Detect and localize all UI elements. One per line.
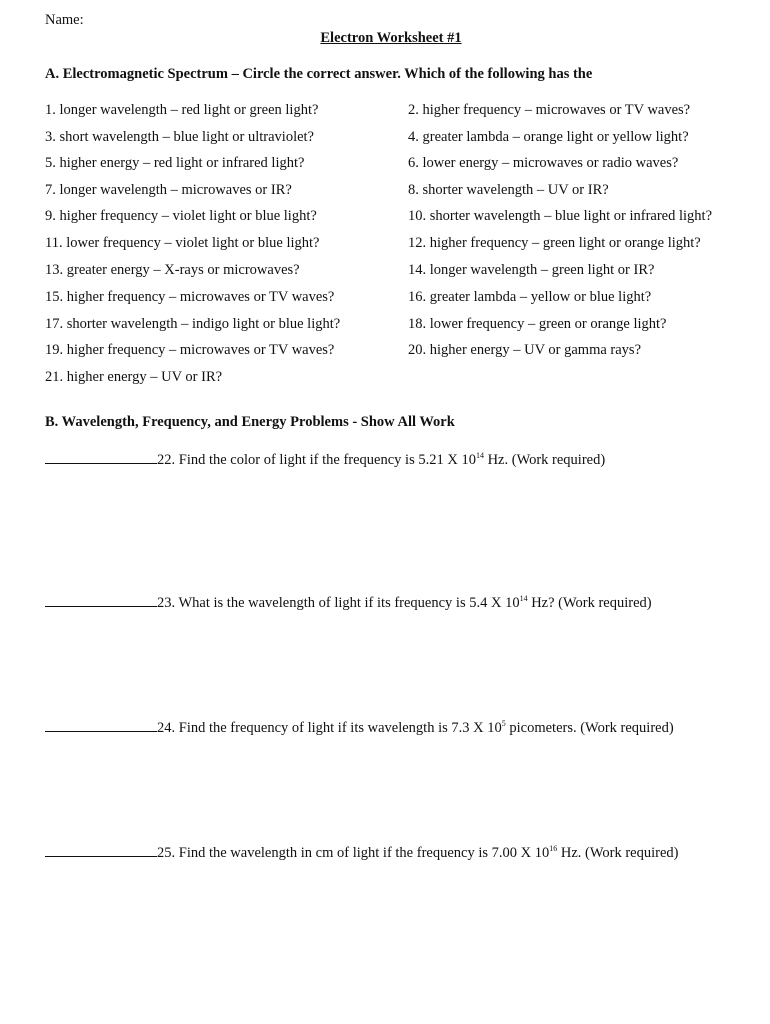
problem-22-suffix: Hz. (Work required) — [483, 452, 606, 468]
question-3: 3. short wavelength – blue light or ultraviolet? — [45, 129, 314, 145]
problem-25 — [45, 843, 678, 862]
problem-22-text: 22. Find the color of light if the frequency is 5.21 X 10 — [157, 452, 476, 468]
answer-blank-22[interactable] — [45, 450, 157, 464]
problem-24-text: 24. Find the frequency of light if its wavelength is 7.3 X 10 — [157, 720, 502, 736]
problem-23-text: 23. What is the wavelength of light if its frequency is 5.4 X 10 — [157, 595, 520, 611]
question-4: 4. greater lambda – orange light or yellow light? — [408, 129, 689, 145]
question-1: 1. longer wavelength – red light or green light? — [45, 102, 319, 118]
problem-24-exponent: 5 — [501, 719, 506, 728]
section-b-heading: B. Wavelength, Frequency, and Energy Problems - Show All Work — [45, 414, 455, 430]
question-10: 10. shorter wavelength – blue light or infrared light? — [408, 208, 713, 224]
question-2: 2. higher frequency – microwaves or TV waves? — [408, 102, 691, 118]
answer-blank-24[interactable] — [45, 718, 157, 732]
question-16: 16. greater lambda – yellow or blue light? — [408, 289, 652, 305]
question-7: 7. longer wavelength – microwaves or IR? — [45, 182, 292, 198]
name-label: Name: — [45, 12, 84, 28]
question-11: 11. lower frequency – violet light or blue light? — [45, 235, 320, 251]
question-19: 19. higher frequency – microwaves or TV waves? — [45, 342, 335, 358]
problem-25-exponent: 16 — [549, 844, 558, 853]
problem-24 — [45, 718, 674, 737]
problem-25-suffix: Hz. (Work required) — [557, 845, 679, 861]
question-13: 13. greater energy – X-rays or microwaves? — [45, 262, 300, 278]
question-12: 12. higher frequency – green light or orange light? — [408, 235, 701, 251]
answer-blank-25[interactable] — [45, 843, 157, 857]
question-14: 14. longer wavelength – green light or IR? — [408, 262, 655, 278]
question-15: 15. higher frequency – microwaves or TV waves? — [45, 289, 335, 305]
problem-25-text: 25. Find the wavelength in cm of light if the frequency is 7.00 X 10 — [157, 845, 550, 861]
problem-22 — [45, 450, 605, 469]
problem-24-suffix: picometers. (Work required) — [505, 720, 674, 736]
problem-23-exponent: 14 — [519, 594, 528, 603]
answer-blank-23[interactable] — [45, 593, 157, 607]
worksheet-title: Electron Worksheet #1 — [320, 30, 462, 46]
question-6: 6. lower energy – microwaves or radio waves? — [408, 155, 679, 171]
question-9: 9. higher frequency – violet light or blue light? — [45, 208, 317, 224]
problem-23-suffix: Hz? (Work required) — [527, 595, 652, 611]
question-5: 5. higher energy – red light or infrared light? — [45, 155, 305, 171]
problem-23 — [45, 593, 652, 612]
question-21: 21. higher energy – UV or IR? — [45, 369, 223, 385]
question-8: 8. shorter wavelength – UV or IR? — [408, 182, 609, 198]
problem-22-exponent: 14 — [475, 451, 484, 460]
question-17: 17. shorter wavelength – indigo light or blue light? — [45, 316, 341, 332]
section-a-heading: A. Electromagnetic Spectrum – Circle the correct answer. Which of the following has the — [45, 66, 593, 82]
question-20: 20. higher energy – UV or gamma rays? — [408, 342, 642, 358]
question-18: 18. lower frequency – green or orange light? — [408, 316, 667, 332]
